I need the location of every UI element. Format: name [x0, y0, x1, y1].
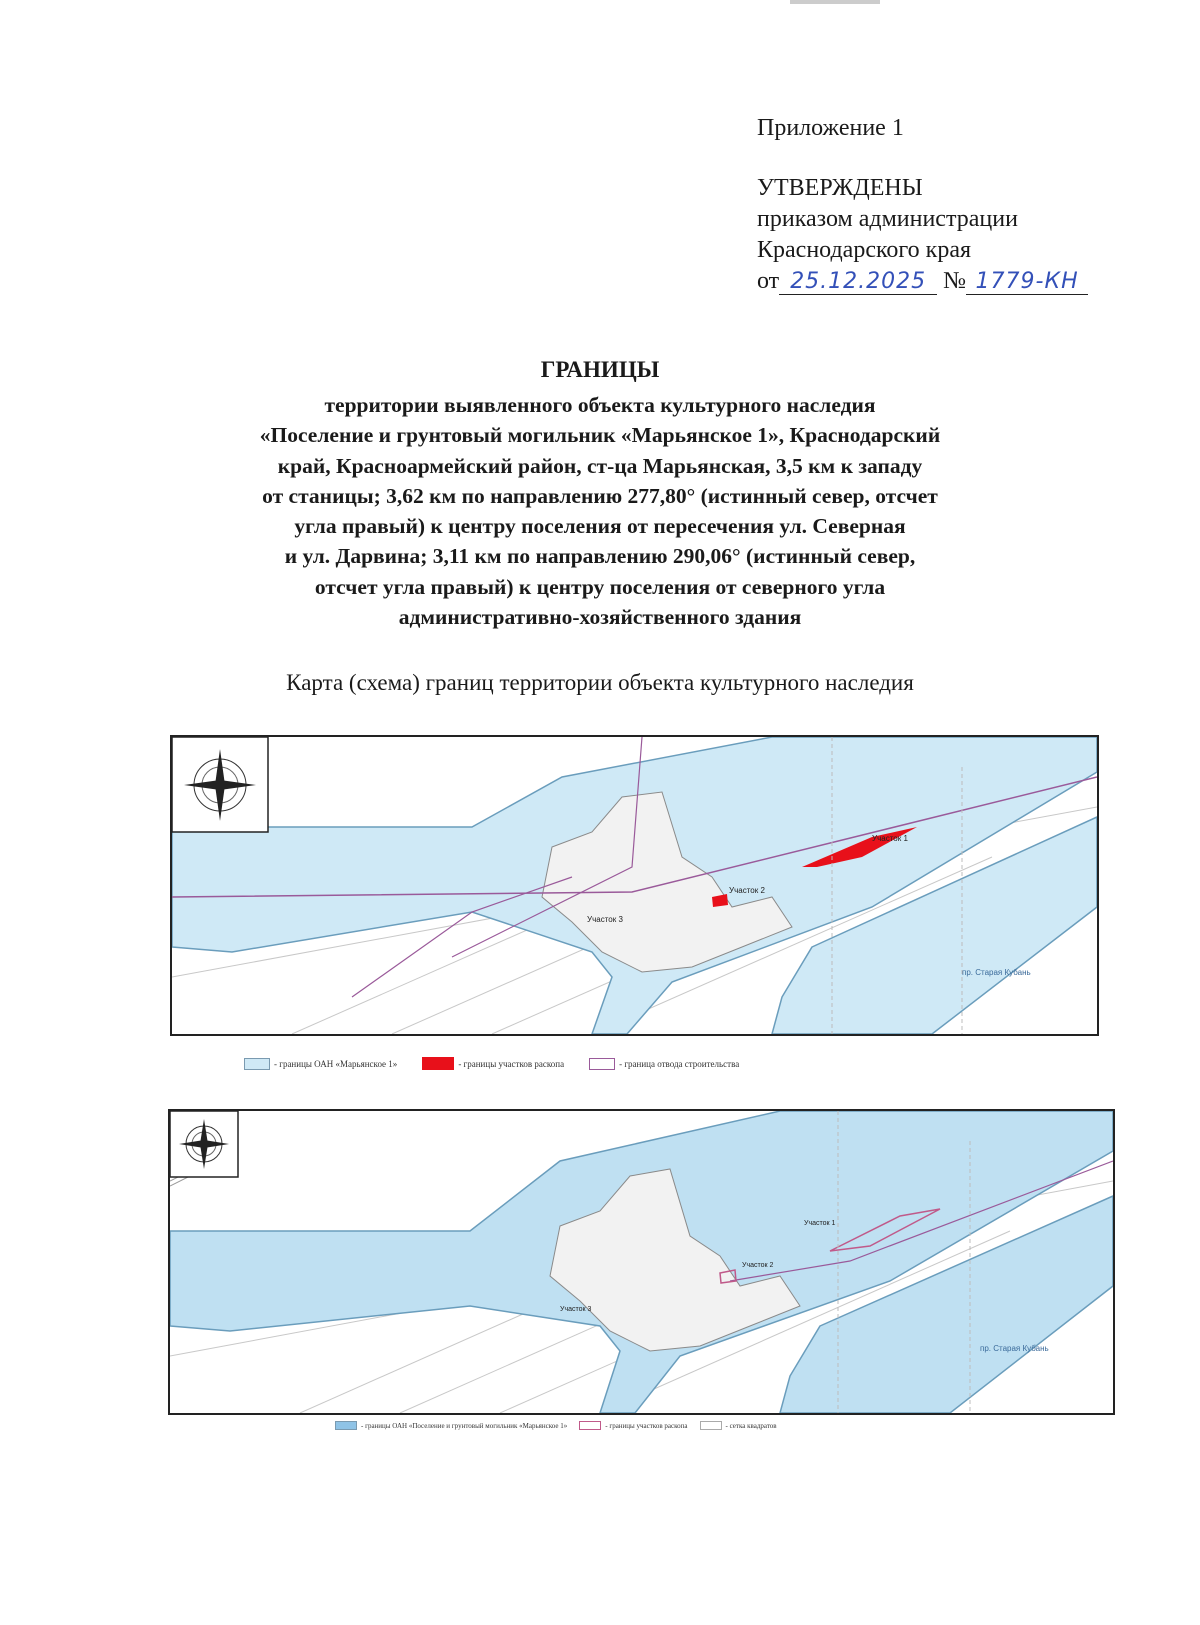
- legend-swatch: [579, 1421, 601, 1430]
- approval-block: [757, 173, 1088, 297]
- legend-item: [422, 1057, 564, 1070]
- map-2-legend: [335, 1421, 777, 1430]
- approved-label: УТВЕРЖДЕНЫ: [757, 175, 923, 201]
- number-prefix: №: [943, 268, 967, 294]
- number-blank: [966, 269, 1088, 295]
- legend-item: [579, 1421, 687, 1430]
- order-line-2: Краснодарского края: [757, 237, 972, 263]
- subtitle-line: угла правый) к центру поселения от пересечения ул. Северная: [294, 514, 906, 539]
- document-subtitle: [130, 390, 1070, 632]
- handwritten-date: 25.12.2025: [790, 269, 927, 294]
- legend-text: - границы ОАН «Марьянское 1»: [274, 1058, 398, 1069]
- subtitle-line: край, Красноармейский район, ст-ца Марьянская, 3,5 км к западу: [277, 453, 923, 478]
- map-1-drawing: [172, 737, 1097, 1034]
- boundary-map-2: [168, 1109, 1115, 1415]
- legend-item: [589, 1058, 739, 1070]
- compass-rose-icon: [170, 1111, 238, 1177]
- plot-label-2: Участок 2: [742, 1262, 774, 1269]
- legend-text: - границы участков раскопа: [458, 1058, 565, 1069]
- plot-label-2: Участок 2: [729, 886, 765, 895]
- document-title: ГРАНИЦЫ: [540, 357, 660, 382]
- river-label: пр. Старая Кубань: [980, 1344, 1049, 1353]
- legend-text: - сетка квадратов: [725, 1421, 777, 1430]
- order-date-line: [757, 266, 1088, 297]
- map-caption: Карта (схема) границ территории объекта культурного наследия: [286, 670, 914, 695]
- legend-item: [335, 1421, 567, 1430]
- subtitle-line: от станицы; 3,62 км по направлению 277,80° (истинный север, отсчет: [262, 483, 938, 508]
- date-blank: [779, 269, 937, 295]
- legend-swatch: [335, 1421, 357, 1430]
- subtitle-line: территории выявленного объекта культурного наследия: [324, 393, 876, 417]
- legend-item: [700, 1421, 777, 1430]
- subtitle-line: «Поселение и грунтовый могильник «Марьянское 1», Краснодарский: [259, 423, 941, 448]
- legend-text: - границы участков раскопа: [605, 1421, 688, 1430]
- plot-label-3: Участок 3: [587, 915, 623, 924]
- handwritten-number: 1779-КН: [975, 269, 1079, 294]
- order-line-1: приказом администрации: [757, 206, 1018, 232]
- appendix-label: Приложение 1: [757, 115, 904, 141]
- river-label: пр. Старая Кубань: [962, 968, 1031, 977]
- boundary-map-1: [170, 735, 1099, 1036]
- legend-swatch: [700, 1421, 722, 1430]
- legend-swatch: [589, 1058, 615, 1070]
- plot-label-1: Участок 1: [804, 1220, 836, 1227]
- legend-item: [244, 1058, 397, 1070]
- legend-text: - граница отвода строительства: [619, 1058, 740, 1069]
- plot-label-3: Участок 3: [560, 1306, 592, 1313]
- scan-artifact: [790, 0, 880, 4]
- map-1-legend: [244, 1057, 739, 1070]
- legend-text: - границы ОАН «Поселение и грунтовый могильник «Марьянское 1»: [361, 1421, 568, 1430]
- plot-label-1: Участок 1: [872, 834, 908, 843]
- date-prefix: от: [757, 268, 780, 294]
- compass-rose-icon: [172, 737, 268, 832]
- subtitle-line: отсчет угла правый) к центру поселения от северного угла: [314, 574, 886, 599]
- subtitle-line: и ул. Дарвина; 3,11 км по направлению 290,06° (истинный север,: [284, 544, 916, 569]
- map-2-drawing: [170, 1111, 1113, 1413]
- legend-swatch: [244, 1058, 270, 1070]
- legend-swatch: [422, 1057, 454, 1070]
- subtitle-line: административно-хозяйственного здания: [398, 605, 802, 630]
